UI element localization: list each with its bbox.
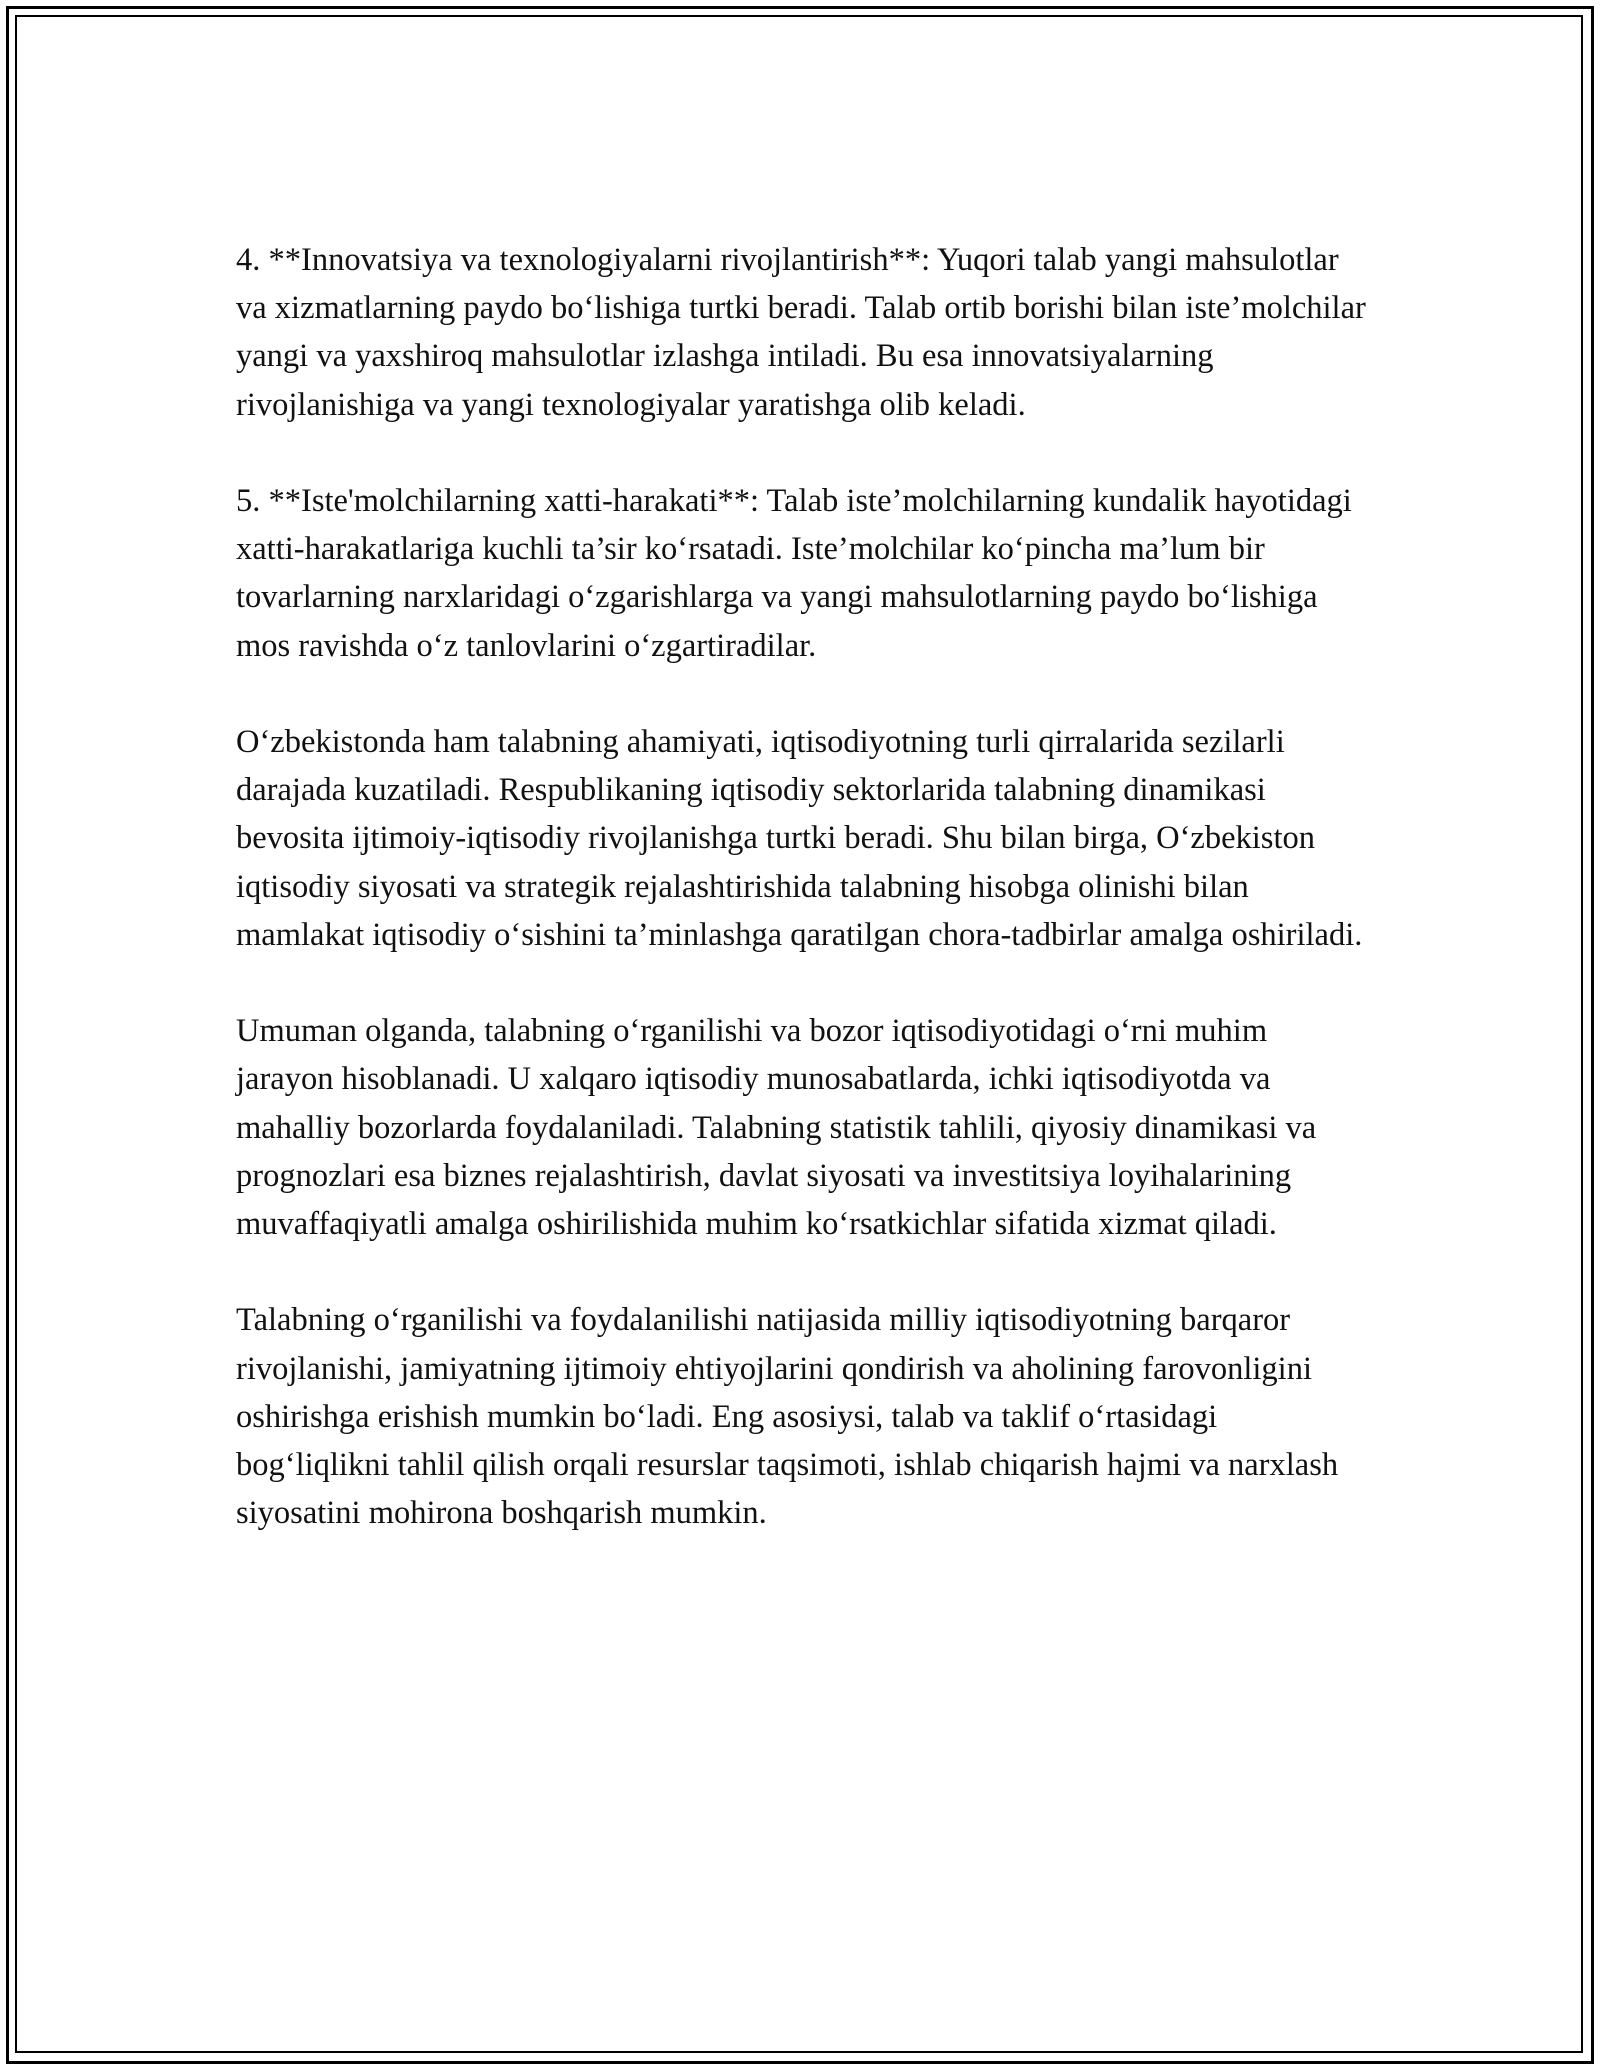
paragraph-consumer-behavior: 5. **Iste'molchilarning xatti-harakati**: Talab iste’molchilarning kundalik hayotidagi xatti-harakatlariga kuchli ta’sir ko‘rsatadi. Iste’molchilar ko‘pincha ma’lum bir tovarlarning narxlaridagi o‘zgarishlarga va yangi mahsulotlarning paydo bo‘lishiga mos ravishda o‘z tanlovlarini o‘zgartiradilar. [236, 483, 1352, 664]
document-body [236, 236, 1366, 1537]
paragraph-general-summary: Umuman olganda, talabning o‘rganilishi va bozor iqtisodiyotidagi o‘rni muhim jarayon hisoblanadi. U xalqaro iqtisodiy munosabatlarda, ichki iqtisodiyotda va mahalliy bozorlarda foydalaniladi. Talabning statistik tahlili, qiyosiy dinamikasi va prognozlari esa biznes rejalashtirish, davlat siyosati va investitsiya loyihalarining muvaffaqiyatli amalga oshirilishida muhim ko‘rsatkichlar sifatida xizmat qiladi. [236, 1013, 1317, 1243]
paragraph-conclusion: Talabning o‘rganilishi va foydalanilishi natijasida milliy iqtisodiyotning barqaror rivojlanishi, jamiyatning ijtimoiy ehtiyojlarini qondirish va aholining farovonligini oshirishga erishish mumkin bo‘ladi. Eng asosiysi, talab va taklif o‘rtasidagi bog‘liqlikni tahlil qilish orqali resurslar taqsimoti, ishlab chiqarish hajmi va narxlash siyosatini mohirona boshqarish mumkin. [236, 1302, 1339, 1532]
paragraph-uzbekistan-demand: O‘zbekistonda ham talabning ahamiyati, iqtisodiyotning turli qirralarida sezilarli darajada kuzatiladi. Respublikaning iqtisodiy sektorlarida talabning dinamikasi bevosita ijtimoiy-iqtisodiy rivojlanishga turtki beradi. Shu bilan birga, O‘zbekiston iqtisodiy siyosati va strategik rejalashtirishida talabning hisobga olinishi bilan mamlakat iqtisodiy o‘sishini ta’minlashga qaratilgan chora-tadbirlar amalga oshiriladi. [236, 724, 1363, 953]
paragraph-innovation: 4. **Innovatsiya va texnologiyalarni rivojlantirish**: Yuqori talab yangi mahsulotlar va xizmatlarning paydo bo‘lishiga turtki beradi. Talab ortib borishi bilan iste’molchilar yangi va yaxshiroq mahsulotlar izlashga intiladi. Bu esa innovatsiyalarning rivojlanishiga va yangi texnologiyalar yaratishga olib keladi. [236, 242, 1366, 423]
